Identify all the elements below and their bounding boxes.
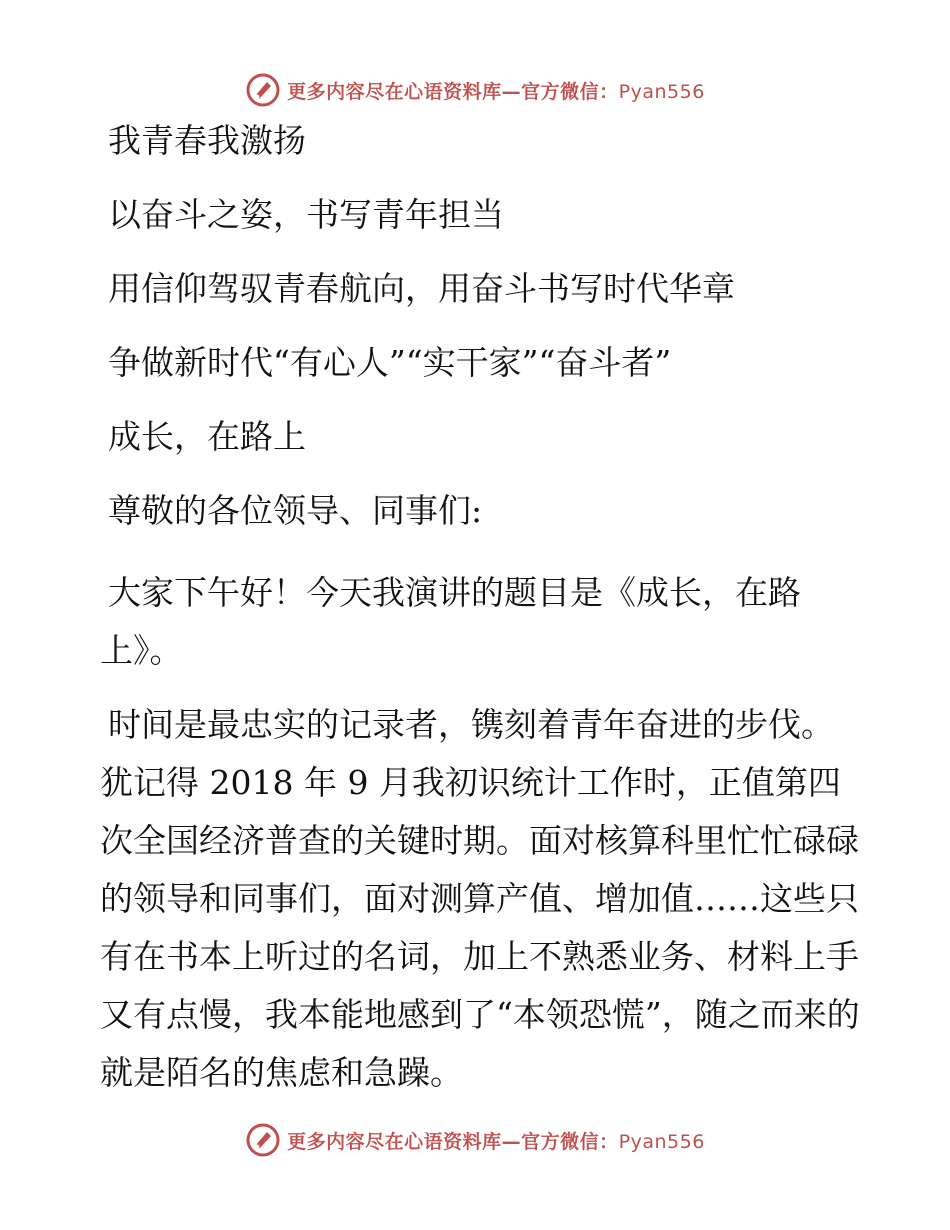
banner-title: 更多内容尽在心语资料库—官方微信：: [287, 1130, 619, 1153]
pen-nib-logo-icon: [245, 1122, 281, 1158]
doc-line-5: 成长，在路上: [108, 417, 306, 456]
banner-title: 更多内容尽在心语资料库—官方微信：: [287, 80, 619, 103]
banner-text: [287, 77, 705, 104]
footer-banner: [0, 1120, 950, 1160]
doc-line-2: 以奋斗之姿，书写青年担当: [108, 195, 504, 234]
header-banner: [0, 70, 950, 110]
doc-line-1: 我青春我激扬: [108, 121, 306, 160]
doc-paragraph-1: 大家下午好！今天我演讲的题目是《成长，在路上》。: [100, 573, 801, 670]
doc-line-4: 争做新时代“有心人”“实干家”“奋斗者”: [108, 343, 672, 382]
document-body: [100, 120, 860, 1102]
doc-paragraph-2: 时间是最忠实的记录者，镌刻着青年奋进的步伐。犹记得 2018 年 9 月我初识统计工作时，正值第四次全国经济普查的关键时期。面对核算科里忙忙碌碌的领导和同事们，面对测算产值、增加值……这些只有在书本上听过的名词，加上不熟悉业务、材料上手又有点慢，我本能地感到了“本领恐慌”，随之而来的就是陌名的焦虑和急躁。: [100, 705, 860, 1092]
doc-line-3: 用信仰驾驭青春航向，用奋斗书写时代华章: [108, 269, 735, 308]
banner-wechat-id: Pyan556: [618, 1130, 705, 1153]
pen-nib-logo-icon: [245, 72, 281, 108]
banner-text: [287, 1127, 705, 1154]
banner-wechat-id: Pyan556: [618, 80, 705, 103]
doc-line-6: 尊敬的各位领导、同事们:: [108, 491, 483, 530]
